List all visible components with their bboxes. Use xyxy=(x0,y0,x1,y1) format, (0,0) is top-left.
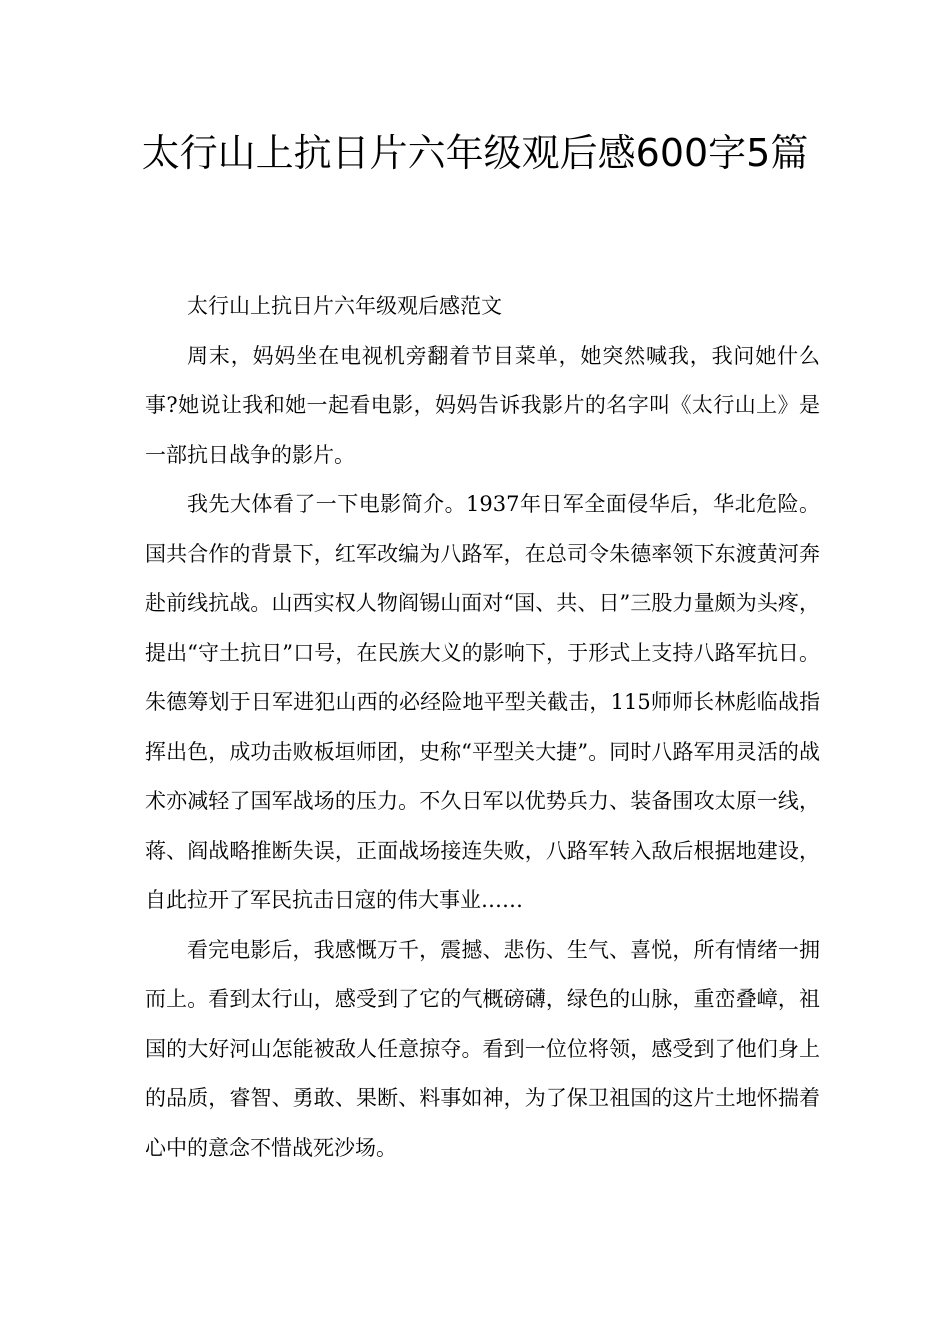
document-body xyxy=(145,282,820,1173)
paragraph-3: 看完电影后，我感慨万千，震撼、悲伤、生气、喜悦，所有情绪一拥而上。看到太行山，感受到了它的气概磅礴，绿色的山脉，重峦叠嶂，祖国的大好河山怎能被敌人任意掠夺。看到一位位将领，感受到了他们身上的品质，睿智、勇敢、果断、料事如神，为了保卫祖国的这片土地怀揣着心中的意念不惜战死沙场。 xyxy=(145,937,820,1160)
document-subtitle: 太行山上抗日片六年级观后感范文 xyxy=(187,294,502,318)
paragraph-2: 我先大体看了一下电影简介。1937年日军全面侵华后，华北危险。国共合作的背景下，红军改编为八路军，在总司令朱德率领下东渡黄河奔赴前线抗战。山西实权人物阎锡山面对“国、共、日”三股力量颇为头疼，提出“守土抗日”口号，在民族大义的影响下，于形式上支持八路军抗日。朱德筹划于日军进犯山西的必经险地平型关截击，115师师长林彪临战指挥出色，成功击败板垣师团，史称“平型关大捷”。同时八路军用灵活的战术亦减轻了国军战场的压力。不久日军以优势兵力、装备围攻太原一线，蒋、阎战略推断失误，正面战场接连失败，八路军转入敌后根据地建设，自此拉开了军民抗击日寇的伟大事业…… xyxy=(145,492,820,912)
paragraph-1: 周末，妈妈坐在电视机旁翻着节目菜单，她突然喊我，我问她什么事?她说让我和她一起看电影，妈妈告诉我影片的名字叫《太行山上》是一部抗日战争的影片。 xyxy=(145,343,820,467)
document-title: 太行山上抗日片六年级观后感600字5篇 xyxy=(141,131,809,175)
